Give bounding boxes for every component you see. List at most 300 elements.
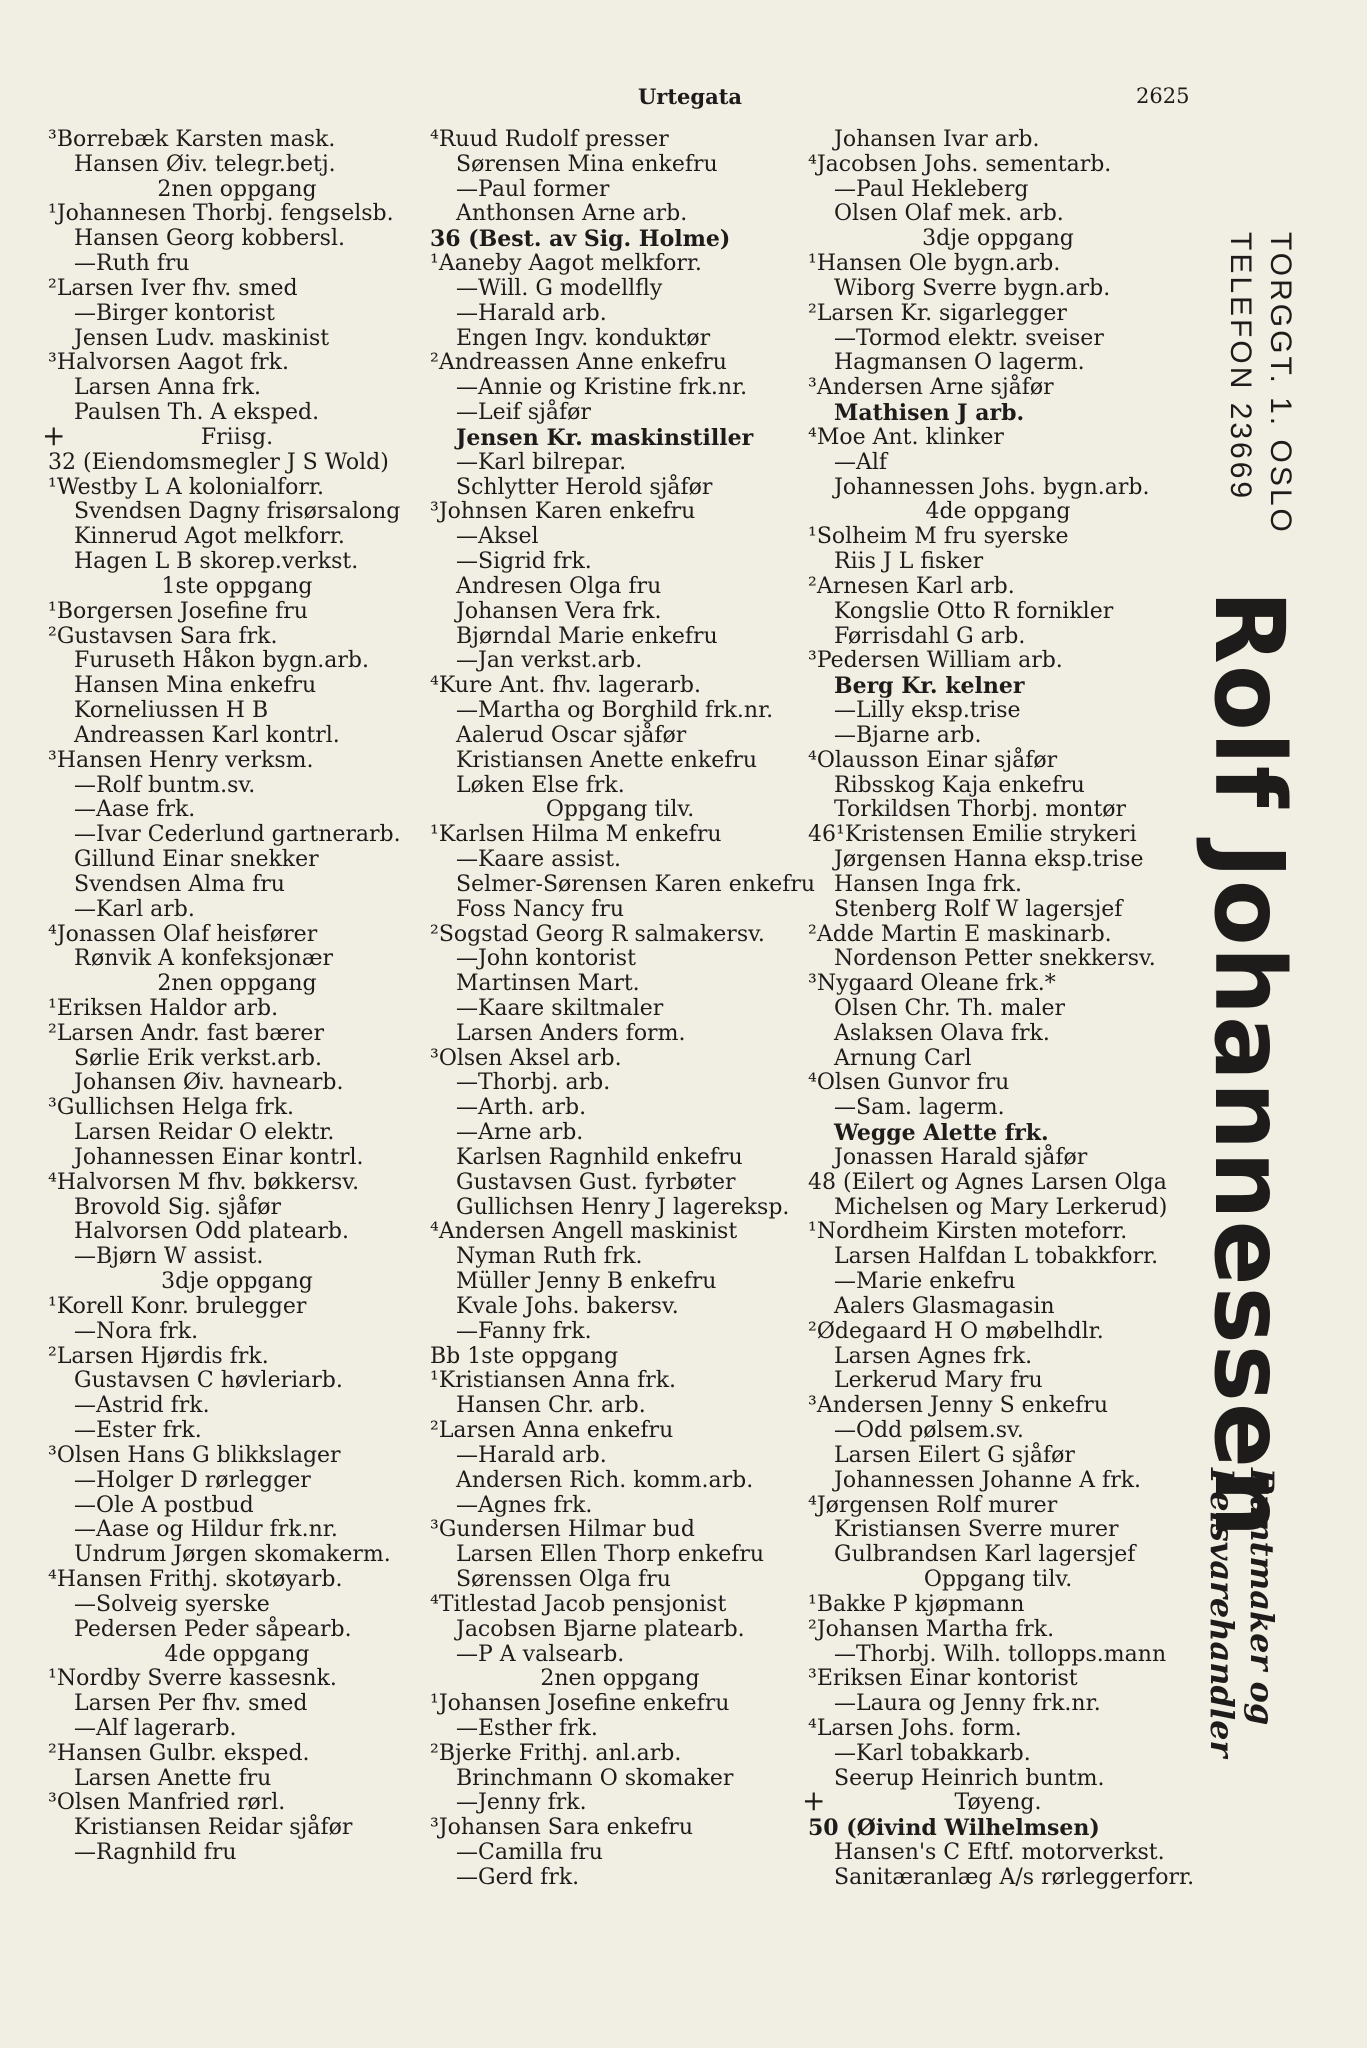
directory-entry bbox=[430, 1394, 810, 1419]
entry-text: ⁴Jacobsen Johs. sementarb. bbox=[808, 151, 1112, 177]
directory-entry bbox=[48, 1667, 426, 1692]
entry-text: Sørlie Erik verkst.arb. bbox=[74, 1045, 322, 1071]
directory-entry bbox=[48, 1196, 426, 1221]
directory-entry bbox=[808, 1071, 1188, 1096]
directory-entry bbox=[430, 202, 810, 227]
directory-entry bbox=[430, 1518, 810, 1543]
directory-entry bbox=[430, 302, 810, 327]
directory-entry bbox=[48, 1469, 426, 1494]
directory-entry bbox=[430, 327, 810, 352]
entry-text: —Kaare skiltmaler bbox=[456, 995, 664, 1021]
entry-text: Mathisen J arb. bbox=[834, 400, 1025, 427]
entry-text: Larsen Per fhv. smed bbox=[74, 1691, 308, 1717]
entry-text: Furuseth Håkon bygn.arb. bbox=[74, 648, 369, 674]
entry-text: 48 (Eilert og Agnes Larsen Olga bbox=[808, 1169, 1167, 1195]
directory-entry bbox=[430, 1071, 810, 1096]
entry-text: ¹Kristiansen Anna frk. bbox=[430, 1368, 677, 1394]
entry-text: Andersen Rich. komm.arb. bbox=[456, 1467, 754, 1493]
directory-entry bbox=[808, 947, 1188, 972]
entry-text: ⁴Olausson Einar sjåfør bbox=[808, 747, 1058, 773]
entry-text: —Odd pølsem.sv. bbox=[834, 1418, 1024, 1444]
entry-text: Sørenssen Olga fru bbox=[456, 1567, 671, 1593]
entry-text: Larsen Halfdan L tobakkforr. bbox=[834, 1244, 1159, 1270]
directory-entry bbox=[808, 1146, 1188, 1171]
entry-text: ¹Aaneby Aagot melkforr. bbox=[430, 251, 702, 277]
entry-text: ³Olsen Hans G blikkslager bbox=[48, 1442, 341, 1468]
directory-entry bbox=[430, 1593, 810, 1618]
entry-text: ³Nygaard Oleane frk.* bbox=[808, 971, 1056, 997]
directory-entry bbox=[48, 252, 426, 277]
section-heading bbox=[808, 227, 1188, 252]
entry-text: Wiborg Sverre bygn.arb. bbox=[834, 275, 1111, 301]
entry-text: Olsen Chr. Th. maler bbox=[834, 995, 1066, 1021]
entry-text: Gullichsen Henry J lagereksp. bbox=[456, 1194, 790, 1220]
page-number: 2625 bbox=[1136, 84, 1190, 108]
directory-entry bbox=[48, 1295, 426, 1320]
directory-entry bbox=[48, 699, 426, 724]
directory-entry bbox=[430, 1742, 810, 1767]
directory-entry bbox=[430, 401, 810, 426]
directory-entry bbox=[48, 1220, 426, 1245]
directory-entry bbox=[48, 1618, 426, 1643]
directory-entry bbox=[48, 1518, 426, 1543]
directory-entry bbox=[430, 1146, 810, 1171]
entry-text: —Kaare assist. bbox=[456, 847, 622, 873]
entry-text: —Sam. lagerm. bbox=[834, 1095, 1005, 1121]
directory-entry bbox=[808, 128, 1188, 153]
directory-entry bbox=[430, 575, 810, 600]
directory-entry bbox=[430, 724, 810, 749]
entry-text: —Alf bbox=[834, 449, 888, 475]
entry-text: ⁴Hansen Frithj. skotøyarb. bbox=[48, 1567, 343, 1593]
directory-entry bbox=[430, 600, 810, 625]
directory-entry bbox=[808, 426, 1188, 451]
entry-text: —Lilly eksp.trise bbox=[834, 698, 1021, 724]
section-heading bbox=[48, 1643, 426, 1668]
section-heading bbox=[48, 972, 426, 997]
entry-text: —Leif sjåfør bbox=[456, 400, 591, 426]
entry-text: Hansen Chr. arb. bbox=[456, 1393, 646, 1419]
entry-text: ³Gundersen Hilmar bud bbox=[430, 1517, 695, 1543]
entry-text: —Agnes frk. bbox=[456, 1492, 593, 1518]
directory-entry bbox=[808, 1295, 1188, 1320]
directory-entry bbox=[808, 476, 1188, 501]
directory-entry bbox=[430, 749, 810, 774]
directory-entry bbox=[48, 674, 426, 699]
directory-entry bbox=[430, 1643, 810, 1668]
section-heading bbox=[42, 418, 426, 452]
entry-text: —Will. G modellfly bbox=[456, 275, 663, 301]
directory-entry bbox=[48, 724, 426, 749]
directory-entry bbox=[48, 1047, 426, 1072]
entry-text: Jacobsen Bjarne platearb. bbox=[456, 1616, 745, 1642]
entry-text: —John kontorist bbox=[456, 946, 636, 972]
directory-entry bbox=[430, 1444, 810, 1469]
directory-entry bbox=[808, 923, 1188, 948]
entry-text: Svendsen Alma fru bbox=[74, 871, 285, 897]
entry-text: —Ole A postbud bbox=[74, 1492, 254, 1518]
directory-entry bbox=[48, 1345, 426, 1370]
directory-entry bbox=[48, 376, 426, 401]
entry-text: Gustavsen Gust. fyrbøter bbox=[456, 1169, 736, 1195]
entry-text: 3dje oppgang bbox=[922, 226, 1074, 252]
entry-text: ²Larsen Hjørdis frk. bbox=[48, 1343, 269, 1369]
entry-text: Svendsen Dagny frisørsalong bbox=[74, 499, 401, 525]
entry-text: —Ester frk. bbox=[74, 1418, 202, 1444]
entry-text: Riis J L fisker bbox=[834, 549, 984, 575]
entry-text: Kongslie Otto R fornikler bbox=[834, 598, 1114, 624]
directory-entry bbox=[808, 252, 1188, 277]
directory-entry bbox=[48, 1171, 426, 1196]
address-line: TORGGT. 1. OSLO bbox=[1264, 232, 1297, 535]
directory-entry bbox=[48, 1791, 426, 1816]
entry-text: Michelsen og Mary Lerkerud) bbox=[834, 1194, 1168, 1220]
directory-entry bbox=[808, 302, 1188, 327]
directory-entry bbox=[808, 550, 1188, 575]
directory-entry bbox=[808, 1816, 1188, 1841]
entry-text: 32 (Eiendomsmegler J S Wold) bbox=[48, 449, 389, 475]
directory-entry bbox=[48, 1816, 426, 1841]
entry-text: —Annie og Kristine frk.nr. bbox=[456, 375, 748, 401]
directory-entry bbox=[48, 1121, 426, 1146]
section-heading bbox=[48, 575, 426, 600]
directory-entry bbox=[808, 277, 1188, 302]
entry-text: Hansen Inga frk. bbox=[834, 871, 1022, 897]
entry-text: ³Andersen Arne sjåfør bbox=[808, 375, 1054, 401]
entry-text: Johannessen Johs. bygn.arb. bbox=[834, 474, 1150, 500]
directory-entry bbox=[808, 1245, 1188, 1270]
entry-text: Undrum Jørgen skomakerm. bbox=[74, 1542, 391, 1568]
entry-text: ⁴Larsen Johs. form. bbox=[808, 1716, 1022, 1741]
entry-text: —Tormod elektr. sveiser bbox=[834, 325, 1104, 351]
directory-entry bbox=[808, 1369, 1188, 1394]
directory-entry bbox=[808, 823, 1188, 848]
entry-text: —Alf lagerarb. bbox=[74, 1716, 237, 1741]
entry-text: ²Adde Martin E maskinarb. bbox=[808, 921, 1112, 947]
directory-entry bbox=[430, 1543, 810, 1568]
directory-entry bbox=[48, 1369, 426, 1394]
directory-entry bbox=[430, 178, 810, 203]
directory-entry bbox=[430, 1717, 810, 1742]
column-3 bbox=[802, 127, 1195, 1891]
directory-entry bbox=[430, 1345, 810, 1370]
entry-text: Seerup Heinrich buntm. bbox=[834, 1765, 1105, 1791]
entry-text: Aalerud Oscar sjåfør bbox=[456, 722, 687, 748]
entry-text: Kristiansen Sverre murer bbox=[834, 1517, 1119, 1543]
entry-text: Løken Else frk. bbox=[456, 772, 625, 798]
entry-text: 1ste oppgang bbox=[161, 573, 313, 599]
entry-text: Brovold Sig. sjåfør bbox=[74, 1194, 282, 1220]
directory-entry bbox=[48, 1419, 426, 1444]
directory-entry bbox=[430, 153, 810, 178]
directory-entry bbox=[430, 947, 810, 972]
entry-text: —Birger kontorist bbox=[74, 300, 275, 326]
entry-text: ¹Bakke P kjøpmann bbox=[808, 1591, 1025, 1617]
entry-text: ²Bjerke Frithj. anl.arb. bbox=[430, 1740, 682, 1766]
directory-entry bbox=[430, 1196, 810, 1221]
entry-text: ²Larsen Kr. sigarlegger bbox=[808, 300, 1067, 326]
entry-text: ¹Eriksen Haldor arb. bbox=[48, 995, 279, 1021]
directory-entry bbox=[808, 1419, 1188, 1444]
entry-text: ²Andreassen Anne enkefru bbox=[430, 350, 727, 376]
directory-entry bbox=[430, 1047, 810, 1072]
entry-text: Arnung Carl bbox=[834, 1045, 972, 1071]
entry-text: Karlsen Ragnhild enkefru bbox=[456, 1144, 743, 1170]
entry-text: Førrisdahl G arb. bbox=[834, 623, 1026, 649]
entry-text: ²Ødegaard H O møbelhdlr. bbox=[808, 1318, 1104, 1344]
directory-entry bbox=[808, 1320, 1188, 1345]
entry-text: 3dje oppgang bbox=[161, 1269, 313, 1295]
directory-entry bbox=[808, 1717, 1188, 1742]
entry-text: —Bjarne arb. bbox=[834, 722, 982, 748]
entry-text: —Paul Hekleberg bbox=[834, 176, 1029, 202]
entry-text: Oppgang tilv. bbox=[923, 1567, 1073, 1593]
directory-entry bbox=[808, 1220, 1188, 1245]
entry-text: Kvale Johs. bakersv. bbox=[456, 1293, 679, 1319]
entry-text: ²Hansen Gulbr. eksped. bbox=[48, 1740, 310, 1766]
street-header: Urtegata bbox=[637, 84, 743, 109]
entry-text: Larsen Agnes frk. bbox=[834, 1343, 1033, 1369]
entry-text: 4de oppgang bbox=[164, 1641, 310, 1667]
directory-entry bbox=[48, 525, 426, 550]
directory-entry bbox=[808, 972, 1188, 997]
directory-entry bbox=[430, 649, 810, 674]
entry-text: Johannessen Johanne A frk. bbox=[834, 1467, 1142, 1493]
directory-entry bbox=[48, 774, 426, 799]
cross-street-mark: + bbox=[802, 1784, 826, 1818]
entry-text: Aalers Glasmagasin bbox=[834, 1293, 1055, 1319]
entry-text: —Arne arb. bbox=[456, 1120, 584, 1146]
directory-entry bbox=[430, 972, 810, 997]
entry-text: —Karl tobakkarb. bbox=[834, 1740, 1031, 1766]
entry-text: —Karl arb. bbox=[74, 896, 195, 922]
directory-entry bbox=[48, 227, 426, 252]
directory-entry bbox=[48, 749, 426, 774]
entry-text: ¹Korell Konr. brulegger bbox=[48, 1293, 307, 1319]
directory-entry bbox=[808, 1667, 1188, 1692]
entry-text: Johannessen Einar kontrl. bbox=[74, 1144, 364, 1170]
entry-text: Hansen's C Eftf. motorverkst. bbox=[834, 1840, 1165, 1866]
directory-entry bbox=[808, 625, 1188, 650]
directory-entry bbox=[48, 873, 426, 898]
entry-text: Stenberg Rolf W lagersjef bbox=[834, 896, 1123, 922]
entry-text: Andreassen Karl kontrl. bbox=[74, 722, 340, 748]
entry-text: —Holger D rørlegger bbox=[74, 1467, 311, 1493]
directory-entry bbox=[430, 674, 810, 699]
directory-entry bbox=[430, 1419, 810, 1444]
entry-text: —Sigrid frk. bbox=[456, 549, 592, 575]
entry-text: 46¹Kristensen Emilie strykeri bbox=[808, 822, 1137, 848]
directory-entry bbox=[48, 153, 426, 178]
directory-entry bbox=[808, 153, 1188, 178]
entry-text: ⁴Moe Ant. klinker bbox=[808, 424, 1004, 450]
entry-text: ²Larsen Andr. fast bærer bbox=[48, 1020, 324, 1046]
directory-entry bbox=[48, 1444, 426, 1469]
entry-text: ¹Hansen Ole bygn.arb. bbox=[808, 251, 1061, 277]
directory-entry bbox=[48, 302, 426, 327]
entry-text: ²Johansen Martha frk. bbox=[808, 1616, 1055, 1642]
directory-entry bbox=[430, 1618, 810, 1643]
entry-text: Jensen Kr. maskinstiller bbox=[456, 424, 754, 451]
section-heading bbox=[802, 1784, 1188, 1818]
directory-entry bbox=[430, 774, 810, 799]
entry-text: ³Andersen Jenny S enkefru bbox=[808, 1393, 1108, 1419]
directory-entry bbox=[48, 128, 426, 153]
directory-entry bbox=[808, 1022, 1188, 1047]
directory-entry bbox=[808, 898, 1188, 923]
entry-text: ³Johnsen Karen enkefru bbox=[430, 499, 696, 525]
entry-text: ²Sogstad Georg R salmakersv. bbox=[430, 921, 765, 947]
directory-entry bbox=[808, 848, 1188, 873]
directory-entry bbox=[808, 1394, 1188, 1419]
directory-entry bbox=[48, 500, 426, 525]
directory-entry bbox=[48, 947, 426, 972]
directory-entry bbox=[430, 1121, 810, 1146]
entry-text: ⁴Kure Ant. fhv. lagerarb. bbox=[430, 673, 701, 699]
directory-entry bbox=[808, 699, 1188, 724]
entry-text: —Thorbj. arb. bbox=[456, 1070, 611, 1096]
entry-text: Friisg. bbox=[200, 424, 274, 450]
directory-entry bbox=[48, 1742, 426, 1767]
entry-text: Kinnerud Agot melkforr. bbox=[74, 524, 345, 550]
entry-text: Korneliussen H B bbox=[74, 698, 269, 724]
entry-text: Nyman Ruth frk. bbox=[456, 1244, 643, 1270]
directory-entry bbox=[808, 649, 1188, 674]
directory-entry bbox=[430, 277, 810, 302]
directory-entry bbox=[430, 252, 810, 277]
entry-text: Larsen Anette fru bbox=[74, 1765, 272, 1791]
entry-text: Brinchmann O skomaker bbox=[456, 1765, 734, 1791]
directory-entry bbox=[430, 1767, 810, 1792]
entry-text: Larsen Anna frk. bbox=[74, 375, 262, 401]
directory-entry bbox=[48, 202, 426, 227]
entry-text: Martinsen Mart. bbox=[456, 971, 640, 997]
entry-text: —Thorbj. Wilh. tollopps.mann bbox=[834, 1641, 1167, 1667]
directory-entry bbox=[808, 749, 1188, 774]
entry-text: Jensen Ludv. maskinist bbox=[74, 325, 330, 351]
entry-text: Oppgang tilv. bbox=[545, 797, 695, 823]
entry-text: Hagen L B skorep.verkst. bbox=[74, 549, 359, 575]
entry-text: Engen Ingv. konduktør bbox=[456, 325, 711, 351]
column-1 bbox=[42, 127, 426, 1866]
column-2 bbox=[430, 127, 816, 1891]
directory-entry bbox=[430, 1220, 810, 1245]
entry-text: 4de oppgang bbox=[925, 499, 1071, 525]
section-heading bbox=[430, 798, 810, 823]
directory-entry bbox=[430, 451, 810, 476]
directory-entry bbox=[808, 873, 1188, 898]
directory-entry bbox=[430, 871, 816, 898]
directory-entry bbox=[808, 600, 1188, 625]
entry-text: Foss Nancy fru bbox=[456, 896, 624, 922]
entry-text: ³Olsen Aksel arb. bbox=[430, 1045, 622, 1071]
entry-text: Gillund Einar snekker bbox=[74, 847, 319, 873]
directory-entry bbox=[808, 1270, 1188, 1295]
trade-line: Buntmaker og bbox=[1243, 1468, 1281, 1726]
entry-text: Schlytter Herold sjåfør bbox=[456, 474, 713, 500]
entry-text: ²Larsen Iver fhv. smed bbox=[48, 275, 298, 301]
entry-text: ⁴Ruud Rudolf presser bbox=[430, 127, 669, 152]
directory-entry bbox=[430, 1369, 810, 1394]
entry-text: Aslaksen Olava frk. bbox=[834, 1020, 1050, 1046]
entry-text: —Gerd frk. bbox=[456, 1864, 580, 1890]
entry-text: Bb 1ste oppgang bbox=[430, 1343, 619, 1369]
directory-entry bbox=[48, 649, 426, 674]
entry-text: —Fanny frk. bbox=[456, 1318, 592, 1344]
entry-text: Lerkerud Mary fru bbox=[834, 1368, 1043, 1394]
directory-entry bbox=[48, 1543, 426, 1568]
directory-entry bbox=[808, 1047, 1188, 1072]
directory-entry bbox=[48, 1494, 426, 1519]
directory-entry bbox=[430, 1816, 810, 1841]
entry-text: ²Arnesen Karl arb. bbox=[808, 573, 1015, 599]
directory-entry bbox=[808, 575, 1188, 600]
entry-text: Olsen Olaf mek. arb. bbox=[834, 201, 1064, 227]
advertiser-trade bbox=[1202, 1468, 1282, 1757]
entry-text: ²Larsen Anna enkefru bbox=[430, 1418, 674, 1444]
directory-entry bbox=[430, 500, 810, 525]
entry-text: —Esther frk. bbox=[456, 1716, 598, 1741]
entry-text: ³Pedersen William arb. bbox=[808, 648, 1063, 674]
entry-text: —Nora frk. bbox=[74, 1318, 199, 1344]
directory-entry bbox=[808, 327, 1188, 352]
directory-entry bbox=[48, 997, 426, 1022]
directory-entry bbox=[430, 550, 810, 575]
directory-entry bbox=[808, 1469, 1188, 1494]
section-heading bbox=[808, 1568, 1188, 1593]
directory-entry bbox=[808, 997, 1188, 1022]
directory-entry bbox=[48, 327, 426, 352]
directory-entry bbox=[48, 1767, 426, 1792]
entry-text: Hansen Øiv. telegr.betj. bbox=[74, 151, 336, 177]
directory-entry bbox=[48, 476, 426, 501]
directory-entry bbox=[430, 1022, 810, 1047]
directory-entry bbox=[808, 1444, 1188, 1469]
directory-entry bbox=[808, 525, 1188, 550]
entry-text: —Astrid frk. bbox=[74, 1393, 210, 1419]
entry-text: Hansen Mina enkefru bbox=[74, 673, 317, 699]
entry-text: Ribsskog Kaja enkefru bbox=[834, 772, 1085, 798]
directory-entry bbox=[430, 823, 810, 848]
directory-entry bbox=[430, 997, 810, 1022]
directory-entry bbox=[808, 1593, 1188, 1618]
entry-text: ¹Nordheim Kirsten moteforr. bbox=[808, 1219, 1128, 1245]
entry-text: Paulsen Th. A eksped. bbox=[74, 400, 320, 426]
entry-text: ³Halvorsen Aagot frk. bbox=[48, 350, 289, 376]
entry-text: —Arth. arb. bbox=[456, 1095, 587, 1121]
directory-entry bbox=[430, 1171, 810, 1196]
directory-entry bbox=[430, 1841, 810, 1866]
directory-entry bbox=[808, 1171, 1188, 1196]
entry-text: Pedersen Peder såpearb. bbox=[74, 1616, 352, 1642]
entry-text: ⁴Olsen Gunvor fru bbox=[808, 1070, 1010, 1096]
advertiser-address bbox=[1220, 232, 1300, 535]
entry-text: ¹Karlsen Hilma M enkefru bbox=[430, 822, 722, 848]
directory-entry bbox=[808, 1345, 1188, 1370]
entry-text: 2nen oppgang bbox=[157, 176, 317, 202]
directory-entry bbox=[430, 1320, 810, 1345]
entry-text: —Marie enkefru bbox=[834, 1269, 1016, 1295]
entry-text: —Jenny frk. bbox=[456, 1790, 587, 1816]
directory-entry bbox=[808, 1543, 1188, 1568]
directory-entry bbox=[808, 1196, 1188, 1221]
directory-entry bbox=[430, 1245, 810, 1270]
directory-entry bbox=[808, 1864, 1195, 1891]
entry-text: —P A valsearb. bbox=[456, 1641, 625, 1667]
directory-entry bbox=[808, 1096, 1188, 1121]
entry-text: Bjørndal Marie enkefru bbox=[456, 623, 718, 649]
directory-entry bbox=[430, 376, 810, 401]
